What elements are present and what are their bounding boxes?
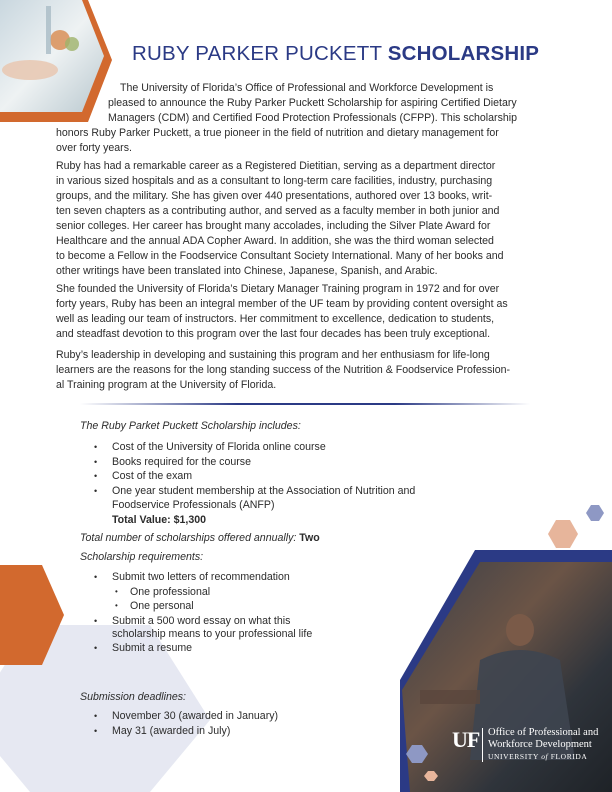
includes-item-continuation: Foodservice Professionals (ANFP)	[112, 499, 275, 511]
scholarships-offered: Total number of scholarships offered annually: Two	[80, 532, 320, 544]
section-divider	[80, 403, 530, 405]
list-item: • One year student membership at the Association of Nutrition and	[80, 484, 415, 499]
list-item: • May 31 (awarded in July)	[80, 724, 278, 739]
list-item: • Books required for the course	[80, 455, 415, 470]
list-item: • Cost of the University of Florida online course	[80, 440, 415, 455]
page-title: RUBY PARKER PUCKETT SCHOLARSHIP	[132, 42, 540, 65]
essay-continuation: scholarship means to your professional life	[112, 627, 313, 640]
requirements-list	[80, 570, 290, 628]
founded-paragraph: She founded the University of Florida’s Dietary Manager Training program in 1972 and for over forty years, Ruby has been an integral member of the UF team by providing content oversight as well as leading our team of instructors. Her commitment to excellence, dedication to students, and steadfast devotion to this program over the last four decades has been truly exceptional.	[56, 283, 508, 340]
blue-small-hexagon	[586, 505, 604, 521]
list-item: • One professional	[112, 585, 290, 600]
requirements-heading: Scholarship requirements:	[80, 551, 204, 563]
includes-list	[80, 440, 415, 498]
career-paragraph: Ruby has had a remarkable career as a Registered Dietitian, serving as a department director in various sized hospitals and as a consultant to long-term care facilities, industry, purchasing groups, and the military. She has given over 440 presentations, authored over 13 books, writ- ten seven chapters as a contributing author, and served as a faculty member in both junior and senior colleges. Her career has brought many accolades, including the Silver Plate Award for Healthcare and the annual ADA Copher Award. In addition, she was the third woman selected to become a Fellow in the Foodservice Consultant Society International. Many of her books and other writings have been translated into Chinese, Japanese, Spanish, and Arabic.	[56, 160, 504, 277]
deadlines-list	[80, 709, 278, 738]
includes-heading: The Ruby Parket Puckett Scholarship includes:	[80, 420, 301, 432]
uf-logo-text: Office of Professional and Workforce Development UNIVERSITY of FLORIDA	[488, 727, 599, 761]
uf-logo-mark: UF	[452, 727, 480, 752]
list-item: • Submit two letters of recommendation • One professional • One personal	[80, 570, 290, 614]
requirements-list-end	[80, 641, 192, 656]
list-item: • Submit a resume	[80, 641, 192, 656]
intro-paragraph: The University of Florida’s Office of Professional and Workforce Development is pleased to announce the Ruby Parker Puckett Scholarship for aspiring Certified Dietary Managers (CDM) and Certified Food Protection Professionals (CFPP). This scholarship honors Ruby Parker Puckett, a true pioneer in the field of nutrition and dietary management for over forty years.	[56, 82, 517, 154]
leadership-paragraph: Ruby’s leadership in developing and sustaining this program and her enthusiasm for life-long learners are the reasons for the long standing success of the Nutrition & Foodservice Profession- al Training program at the University of Florida.	[56, 349, 511, 391]
letters-sublist	[112, 585, 290, 614]
list-item: • November 30 (awarded in January)	[80, 709, 278, 724]
list-item: • One personal	[112, 599, 290, 614]
peach-hexagon	[548, 520, 578, 548]
logo-divider	[482, 728, 483, 762]
list-item: • Submit a 500 word essay on what this	[80, 614, 290, 629]
deadlines-heading: Submission deadlines:	[80, 691, 186, 703]
list-item: • Cost of the exam	[80, 469, 415, 484]
total-value: Total Value: $1,300	[112, 513, 207, 526]
